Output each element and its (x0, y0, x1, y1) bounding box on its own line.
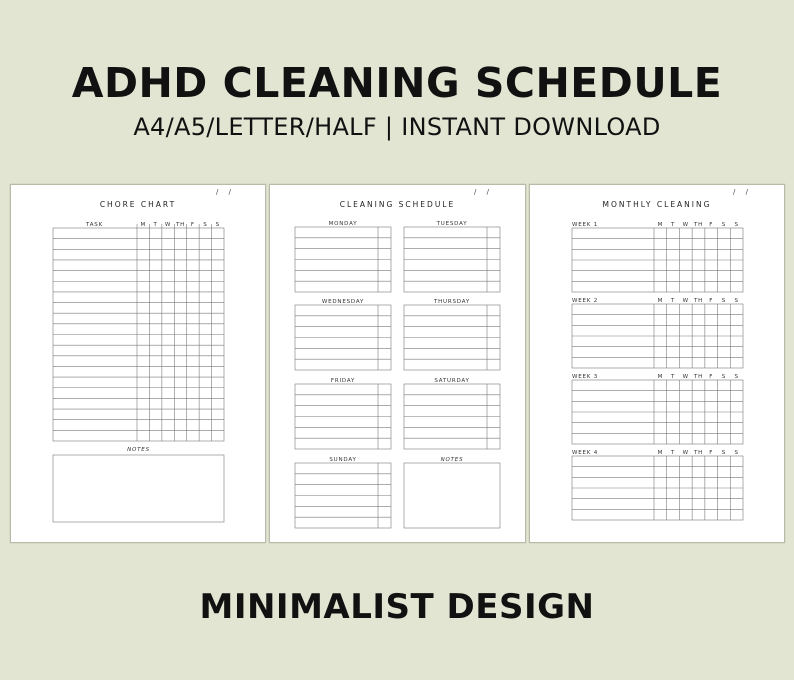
day-header: S (203, 222, 208, 228)
date-mark: / / (216, 188, 235, 196)
cleaning-schedule-grid (270, 185, 525, 542)
monthly-cleaning-page (529, 184, 785, 543)
day-header: F (709, 222, 714, 228)
notes-label: NOTES (440, 457, 464, 463)
day-header: W (682, 222, 689, 228)
chore-chart-title: CHORE CHART (99, 200, 177, 209)
day-header: F (709, 374, 714, 380)
day-header: S (734, 222, 739, 228)
date-mark: / / (733, 188, 752, 196)
day-header: S (721, 374, 727, 380)
day-header: S (721, 298, 727, 304)
task-header: TASK (86, 222, 103, 228)
chore-chart-page (10, 184, 266, 543)
day-header: S (734, 298, 739, 304)
week-label: WEEK 3 (572, 374, 599, 380)
day-header: F (709, 450, 714, 456)
day-header: S (734, 374, 739, 380)
day-header: W (682, 450, 689, 456)
day-header: T (670, 374, 676, 380)
page-title: ADHD CLEANING SCHEDULE (71, 59, 723, 107)
page-subtitle: A4/A5/LETTER/HALF | INSTANT DOWNLOAD (133, 113, 661, 141)
day-label: FRIDAY (330, 378, 356, 384)
day-header: F (709, 298, 714, 304)
day-header: M (657, 374, 664, 380)
notes-box (53, 455, 224, 522)
day-header: S (721, 450, 727, 456)
day-label: SATURDAY (434, 378, 470, 384)
day-header: W (164, 222, 172, 228)
week-label: WEEK 2 (572, 298, 599, 304)
day-label: WEDNESDAY (321, 299, 365, 305)
day-label: MONDAY (328, 221, 358, 227)
day-header: M (140, 222, 146, 228)
day-header: F (190, 222, 195, 228)
day-header: TH (693, 222, 704, 228)
day-header: TH (693, 374, 704, 380)
day-header: S (734, 450, 739, 456)
day-header: S (215, 222, 220, 228)
day-header: M (657, 450, 664, 456)
week-label: WEEK 4 (572, 450, 599, 456)
footer-text: MINIMALIST DESIGN (199, 587, 595, 627)
week-label: WEEK 1 (572, 222, 599, 228)
day-label: SUNDAY (329, 457, 357, 463)
cleaning-schedule-title: CLEANING SCHEDULE (339, 200, 456, 209)
day-header: T (670, 450, 676, 456)
day-header: TH (693, 450, 704, 456)
day-header: TH (175, 222, 186, 228)
day-header: T (153, 222, 158, 228)
cleaning-schedule-page (269, 184, 526, 543)
day-header: T (670, 298, 676, 304)
day-label: THURSDAY (433, 299, 471, 305)
day-header: W (682, 298, 689, 304)
day-header: M (657, 298, 664, 304)
notes-box (404, 463, 500, 528)
day-header: W (682, 374, 689, 380)
day-label: TUESDAY (436, 221, 468, 227)
chore-chart-grid (11, 185, 265, 542)
monthly-cleaning-grid (530, 185, 784, 542)
day-header: T (670, 222, 676, 228)
date-mark: / / (474, 188, 493, 196)
day-header: M (657, 222, 664, 228)
day-header: TH (693, 298, 704, 304)
day-header: S (721, 222, 727, 228)
notes-label: NOTES (127, 447, 150, 453)
monthly-cleaning-title: MONTHLY CLEANING (602, 200, 712, 209)
